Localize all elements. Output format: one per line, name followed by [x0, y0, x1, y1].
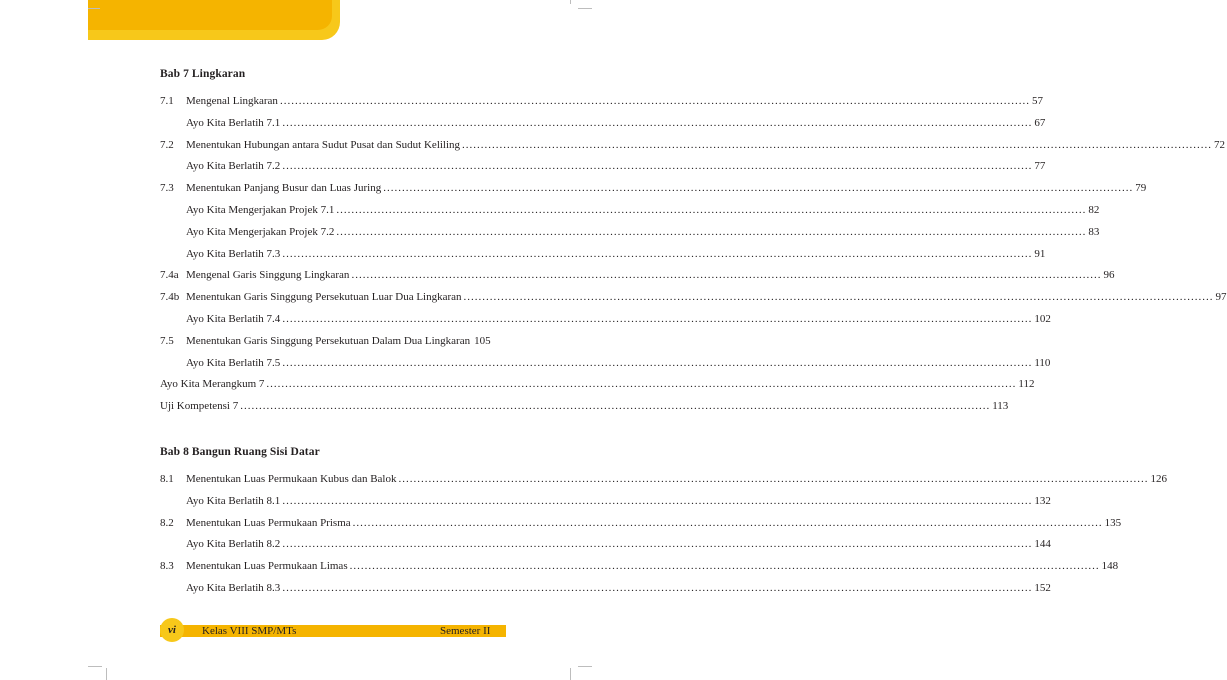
toc-leader-dots: ........................................................................................................................................................................................................	[282, 356, 1033, 369]
crop-mark	[88, 8, 100, 9]
toc-page-number: 148	[1101, 560, 1119, 573]
toc-entry-title: Menentukan Garis Singgung Persekutuan Luar Dua Lingkaran	[186, 291, 462, 304]
toc-page-number: 91	[1034, 247, 1046, 260]
toc-entry-title: Menentukan Hubungan antara Sudut Pusat dan Sudut Keliling	[186, 138, 461, 151]
toc-entry	[160, 580, 1051, 596]
toc-page-number: 57	[1031, 95, 1043, 107]
toc-leader-dots: ........................................................................................................................................................................................................	[282, 160, 1033, 173]
toc-page-number: 112	[1018, 378, 1035, 391]
toc-entry	[160, 246, 1046, 262]
toc-page-number: 82	[1088, 204, 1100, 216]
toc-page-number: 113	[992, 400, 1009, 413]
toc-entry	[160, 536, 1051, 552]
toc-entry-title: Ayo Kita Berlatih 8.2	[186, 538, 281, 551]
toc-section-number: 7.1	[160, 95, 174, 107]
toc-entry-title: Menentukan Luas Permukaan Limas	[186, 560, 348, 573]
toc-section-number: 7.4b	[160, 291, 180, 304]
footer-book-title: Kelas VIII SMP/MTs	[202, 625, 297, 637]
toc-entry-title: Menentukan Luas Permukaan Prisma	[186, 516, 351, 529]
toc-leader-dots: ........................................................................................................................................................................................................	[282, 582, 1033, 594]
toc-section-number: 8.3	[160, 560, 174, 573]
toc-entry-title: Ayo Kita Berlatih 7.1	[186, 116, 281, 129]
toc-entry	[160, 267, 1115, 283]
toc-entry	[160, 158, 1046, 174]
toc-leader-dots: ........................................................................................................................................................................................................	[266, 378, 1017, 391]
toc-leader-dots: ........................................................................................................................................................................................................	[463, 291, 1214, 304]
toc-leader-dots: ........................................................................................................................................................................................................	[282, 247, 1033, 260]
toc-entry-title: Menentukan Panjang Busur dan Luas Juring	[186, 182, 382, 195]
toc-entry-title: Uji Kompetensi 7	[160, 400, 239, 413]
toc-page-number: 97	[1215, 291, 1227, 304]
toc-entry-title: Ayo Kita Berlatih 8.1	[186, 494, 281, 507]
toc-leader-dots: ........................................................................................................................................................................................................	[336, 204, 1087, 216]
toc-entry-title: Menentukan Garis Singgung Persekutuan Dalam Dua Lingkaran	[186, 334, 471, 347]
toc-page-number: 135	[1104, 516, 1122, 529]
toc-entry	[160, 115, 1046, 131]
toc-leader-dots: ........................................................................................................................................................................................................	[398, 473, 1149, 485]
toc-leader-dots: ........................................................................................................................................................................................................	[279, 95, 1030, 107]
toc-page-number: 79	[1135, 182, 1147, 195]
footer-semester: Semester II	[440, 625, 491, 637]
toc-leader-dots: ........................................................................................................................................................................................................	[282, 538, 1033, 551]
crop-mark	[578, 666, 592, 667]
toc-entry-title: Ayo Kita Mengerjakan Projek 7.2	[186, 225, 335, 238]
toc-page-number: 132	[1034, 494, 1051, 507]
toc-section-number: 8.2	[160, 516, 174, 529]
toc-page-number: 144	[1034, 538, 1051, 551]
toc-section-number: 7.5	[160, 334, 174, 347]
toc-page-number: 110	[1034, 356, 1051, 369]
toc-leader-dots: ........................................................................................................................................................................................................	[383, 182, 1134, 195]
toc-leader-dots: ........................................................................................................................................................................................................	[351, 269, 1102, 282]
toc-page-number: 96	[1103, 269, 1115, 282]
toc-entry	[160, 137, 1226, 153]
toc-entry	[160, 493, 1051, 509]
toc-entry	[160, 311, 1051, 327]
footer-page-number: vi	[160, 618, 184, 642]
toc-entry-title: Ayo Kita Berlatih 7.5	[186, 356, 281, 369]
toc-entry-title: Mengenal Garis Singgung Lingkaran	[186, 269, 350, 282]
crop-mark	[570, 668, 571, 680]
toc-entry	[160, 289, 1227, 305]
toc-entry-title: Ayo Kita Berlatih 8.3	[186, 582, 281, 594]
chapter-7-heading: Bab 7 Lingkaran	[160, 68, 246, 80]
toc-leader-dots: ........................................................................................................................................................................................................	[282, 313, 1033, 325]
toc-page-number: 152	[1034, 582, 1051, 594]
toc-entry	[160, 355, 1051, 371]
toc-page-number: 105	[474, 334, 491, 347]
toc-page-number: 67	[1034, 116, 1046, 129]
header-band-inner	[88, 0, 332, 30]
toc-entry	[160, 202, 1100, 218]
toc-leader-dots: ........................................................................................................................................................................................................	[282, 494, 1033, 507]
toc-section-number: 7.2	[160, 138, 174, 151]
crop-mark	[88, 666, 102, 667]
toc-leader-dots: ........................................................................................................................................................................................................	[282, 116, 1033, 129]
toc-entry	[160, 93, 1043, 109]
toc-entry	[160, 224, 1100, 240]
toc-entry	[160, 558, 1119, 574]
toc-entry	[160, 515, 1122, 531]
toc-entry-title: Menentukan Luas Permukaan Kubus dan Balok	[186, 473, 397, 485]
toc-section-number: 7.3	[160, 182, 174, 195]
toc-entry-title: Ayo Kita Berlatih 7.2	[186, 160, 281, 173]
toc-entry-title: Ayo Kita Mengerjakan Projek 7.1	[186, 204, 335, 216]
toc-leader-dots: ........................................................................................................................................................................................................	[352, 516, 1103, 529]
toc-page-number: 126	[1150, 473, 1167, 485]
toc-entry-title: Mengenal Lingkaran	[186, 95, 278, 107]
toc-entry	[160, 471, 1167, 487]
toc-leader-dots: ........................................................................................................................................................................................................	[336, 225, 1087, 238]
toc-page-number: 83	[1088, 225, 1100, 238]
toc-entry-title: Ayo Kita Berlatih 7.3	[186, 247, 281, 260]
toc-section-number: 7.4a	[160, 269, 179, 282]
crop-mark	[106, 668, 107, 680]
toc-entry-title: Ayo Kita Merangkum 7	[160, 378, 265, 391]
toc-page-number: 72	[1214, 138, 1226, 151]
crop-mark	[578, 8, 592, 9]
toc-leader-dots: ........................................................................................................................................................................................................	[240, 400, 991, 413]
crop-mark	[570, 0, 571, 4]
chapter-8-heading: Bab 8 Bangun Ruang Sisi Datar	[160, 446, 320, 458]
toc-page-number: 77	[1034, 160, 1046, 173]
toc-page-number: 102	[1034, 313, 1051, 325]
toc-entry-title: Ayo Kita Berlatih 7.4	[186, 313, 281, 325]
toc-section-number: 8.1	[160, 473, 174, 485]
toc-leader-dots: ........................................................................................................................................................................................................	[349, 560, 1100, 573]
toc-entry	[160, 398, 1009, 414]
toc-leader-dots: ........................................................................................................................................................................................................	[462, 138, 1213, 151]
toc-entry	[160, 333, 490, 349]
toc-entry	[160, 376, 1035, 392]
toc-entry	[160, 180, 1147, 196]
